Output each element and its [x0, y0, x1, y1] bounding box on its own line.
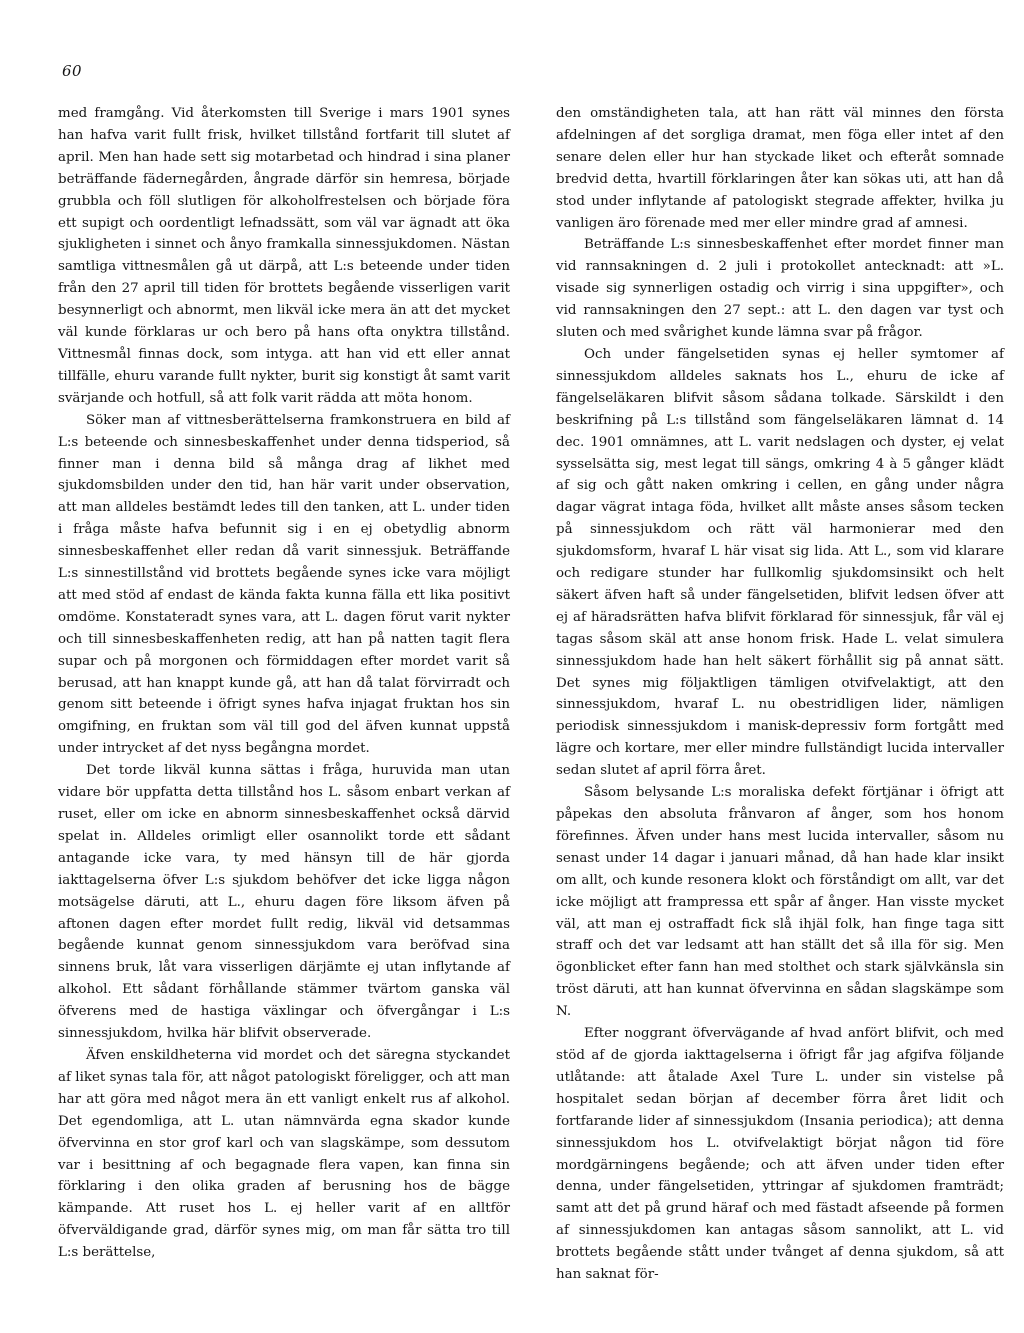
paragraph: Såsom belysande L:s moraliska defekt förtjänar i öfrigt att påpekas den absoluta frånvaron af ånger, som hos honom förefinnes. Äfven under hans mest lucida intervaller, såsom nu senast under 14 dagar i januari månad, då han hade klar insikt om allt, och kunde resonera klokt och förståndigt om allt, var det icke möjligt att frampressa ett spår af ånger. Han visste mycket väl, att man ej ostraffadt fick slå ihjäl folk, han finge taga sitt straff och det var ledsamt att han ställt det så illa för sig. Men ögonblicket efter fann han med stolthet och stark självkänsla sin tröst däruti, att han kunnat öfvervinna en sådan slagskämpe som N. — [556, 785, 1004, 1020]
paragraph: Och under fängelsetiden synas ej heller symtomer af sinnessjukdom alldeles saknats hos L., ehuru de icke af fängelseläkaren blifvit såsom sådana tolkade. Särskildt i den beskrifning på L:s tillstånd som fängelseläkaren lämnat d. 14 dec. 1901 omnämnes, att L. varit nedslagen och dyster, ej velat sysselsätta sig, mest legat till sängs, omkring 4 à 5 gånger klädt af sig och gått naken omkring i cellen, en gång under några dagar vägrat intaga föda, hvilket allt måste anses såsom tecken på sinnessjukdom och rätt väl harmonierar med den sjukdomsform, hvaraf L här visat sig lida. Att L., som vid klarare och redigare stunder har fullkomlig sjukdomsinsikt och helt säkert äfven haft så under fängelsetiden, blifvit ledsen öfver att ej af häradsrätten hafva blifvit förklarad för sinnessjuk, får väl ej tagas såsom skäl att anse honom frisk. Hade L. velat simulera sinnessjukdom hade han helt säkert förhållit sig på annat sätt. Det synes mig följaktligen tämligen otvifvelaktigt, att den sinnessjukdom, hvaraf L. nu obestridligen lider, nämligen periodisk sinnessjukdom i manisk-depressiv form fortgått med lägre och kortare, mer eller mindre fullständigt lucida intervaller sedan slutet af april förra året. — [556, 346, 1004, 779]
left-text-column — [58, 103, 510, 1264]
paragraph: Söker man af vittnesberättelserna framkonstruera en bild af L:s beteende och sinnesbeskaffenhet under denna tidsperiod, så finner man i denna bild så många drag af likhet med sjukdomsbilden under den tid, han här varit under observation, att man alldeles bestämdt ledes till den tanken, att L. under tiden i fråga måste hafva befunnit sig i en ej obetydlig abnorm sinnesbeskaffenhet eller redan då varit sinnessjuk. Beträffande L:s sinnestillstånd vid brottets begående synes icke vara möjligt att med stöd af endast de kända fakta kunna fälla ett lika positivt omdöme. Konstateradt synes vara, att L. dagen förut varit nykter och till sinnesbeskaffenheten redig, att han på natten tagit flera supar och på morgonen och förmiddagen efter mordet varit så berusad, att han knappt kunde gå, att han då talat förvirradt och genom sitt beteende i öfrigt synes hafva injagat fruktan hos sin omgifning, en fruktan som väl till god del äfven kunnat uppstå under intrycket af det nyss begångna mordet. — [58, 412, 510, 757]
paragraph: Det torde likväl kunna sättas i fråga, huruvida man utan vidare bör uppfatta detta tillstånd hos L. såsom enbart verkan af ruset, eller om icke en abnorm sinnesbeskaffenhet också därvid spelat in. Alldeles orimligt eller osannolikt torde ett sådant antagande icke vara, ty med hänsyn till de här gjorda iakttagelserna öfver L:s sjukdom behöfver det icke ligga någon motsägelse däruti, att L., ehuru dagen före liksom äfven på aftonen dagen efter mordet fullt redig, likväl vid detsammas begående kunnat genom sinnessjukdom vara beröfvad sina sinnens bruk, låt vara visserligen därjämte ej utan inflytande af alkohol. Ett sådant förhållande stämmer tvärtom ganska väl öfverens med de hastiga växlingar och öfvergångar i L:s sinnessjukdom, hvilka här blifvit observerade. — [58, 763, 510, 1042]
paragraph: den omständigheten tala, att han rätt väl minnes den första afdelningen af det sorgliga dramat, men föga eller intet af den senare delen eller hur han styckade liket och efteråt somnade bredvid detta, hvartill förklaringen åter kan sökas uti, att han då stod under inflytande af patologiskt stegrade affekter, hvilka ju vanligen äro förenade med mer eller mindre grad af amnesi. — [556, 106, 1004, 231]
paragraph: Beträffande L:s sinnesbeskaffenhet efter mordet finner man vid rannsakningen d. 2 juli i protokollet antecknadt: att »L. visade sig synnerligen ostadig och virrig i sina uppgifter», och vid rannsakningen den 27 sept.: att L. den dagen var tyst och sluten och med svårighet kunde lämna svar på frågor. — [556, 237, 1004, 341]
right-text-column — [556, 103, 1004, 1286]
paragraph: Äfven enskildheterna vid mordet och det säregna styckandet af liket synas tala för, att något patologiskt föreligger, och att man har att göra med något mera än ett vanligt enkelt rus af alkohol. Det egendomliga, att L. utan nämnvärda egna skador kunde öfvervinna en stor grof karl och van slagskämpe, som dessutom var i besittning af och begagnade flera vapen, kan finna sin förklaring i den olika graden af berusning hos de bägge kämpande. Att ruset hos L. ej heller varit af en alltför öfverväldigande grad, därför synes mig, om man får sätta tro till L:s berättelse, — [58, 1047, 510, 1261]
page-number: 60 — [62, 62, 83, 80]
paragraph: Efter noggrant öfvervägande af hvad anfört blifvit, och med stöd af de gjorda iakttagelserna i öfrigt får jag afgifva följande utlåtande: att åtalade Axel Ture L. under sin vistelse på hospitalet sedan början af december förra året lidit och fortfarande lider af sinnessjukdom (Insania periodica); att denna sinnessjukdom hos L. otvifvelaktigt börjat någon tid före mordgärningens begående; och att äfven under tiden efter denna, under fängelsetiden, yttringar af sjukdomen framträdt; samt att det på grund häraf och med fästadt afseende på formen af sinnessjukdomen kan antagas såsom sannolikt, att L. vid brottets begående stått under tvånget af denna sjukdom, så att han saknat för- — [556, 1026, 1004, 1283]
paragraph: med framgång. Vid återkomsten till Sverige i mars 1901 synes han hafva varit fullt frisk, hvilket tillstånd fortfarit till slutet af april. Men han hade sett sig motarbetad och hindrad i sina planer beträffande fädernegården, ångrade därför sin hemresa, började grubbla och föll slutligen för alkoholfrestelsen och började föra ett supigt och oordentligt lefnadssätt, som väl var ägnadt att öka sjukligheten i sinnet och ånyo framkalla sinnessjukdomen. Nästan samtliga vittnesmålen gå ut därpå, att L:s beteende under tiden från den 27 april till tiden för brottets begående visserligen varit besynnerligt och abnormt, men likväl icke mera än att det mycket väl kunde förklaras ur och bero på hans ofta onyktra tillstånd. Vittnesmål finnas dock, som intyga. att han vid ett eller annat tillfälle, ehuru varande fullt nykter, burit sig konstigt åt samt varit svärjande och hotfull, så att folk varit rädda att möta honom. — [58, 106, 510, 406]
